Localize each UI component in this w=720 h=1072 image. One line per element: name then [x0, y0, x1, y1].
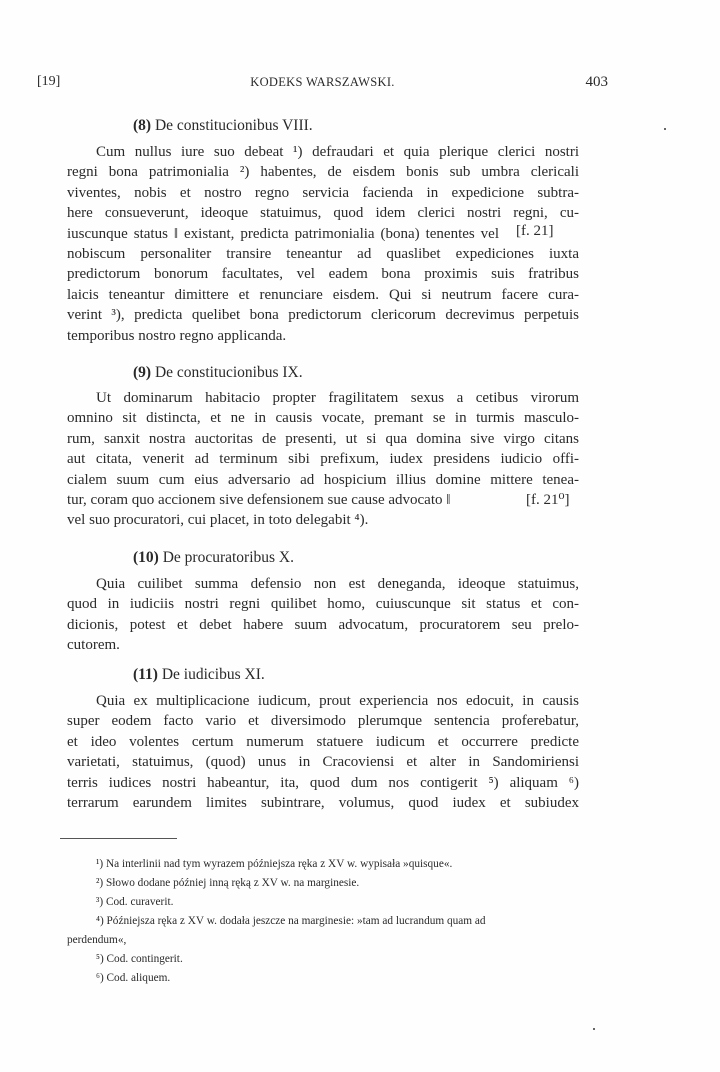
text-line: here consueverunt, ideoque statuimus, quod idem clerici nostri regni, cu- [67, 205, 579, 222]
section-title: De constitucionibus VIII. [154, 117, 313, 134]
folio-marginal-note: [f. 21⁰] [526, 492, 570, 508]
section-number: (11) [133, 666, 158, 683]
footnote: ³) Cod. curaverit. [96, 896, 174, 908]
footnote: ⁴) Późniejsza ręka z XV w. dodała jeszcze na marginesie: »tam ad lucrandum quam ad [96, 915, 486, 927]
footnote: ¹) Na interlinii nad tym wyrazem późniejsza ręka z XV w. wypisała »quisque«. [96, 858, 453, 870]
footnote: ²) Słowo dodane później inną ręką z XV w. na marginesie. [96, 877, 360, 889]
text-line: super eodem facto vario et diversimodo plerumque sentencia proferebatur, [67, 713, 579, 730]
text-line [67, 224, 579, 244]
footnotes [67, 855, 579, 988]
text-line-content: iuscunque status ‖ existant, predicta patrimonialia (bona) tenentes vel [67, 225, 499, 242]
text-line: cutorem. [67, 637, 120, 654]
section-body-8 [67, 142, 579, 346]
footnote-continuation: perdendum«, [67, 934, 127, 946]
section-heading-10 [133, 549, 294, 567]
text-line: quod in iudiciis nostri regni quilibet homo, cuiuscunque sit status et con- [67, 596, 579, 613]
section-number: (8) [133, 117, 152, 134]
section-body-9 [67, 388, 579, 531]
page-number: 403 [585, 74, 608, 90]
section-body-10 [67, 574, 579, 656]
section-title: De procuratoribus X. [162, 549, 294, 566]
chapter-marker: [19] [37, 74, 61, 89]
text-line: predictorum bonorum facultates, vel eadem bona proximis suis fratribus [67, 266, 579, 283]
section-title: De iudicibus XI. [161, 666, 265, 683]
section-body-11 [67, 691, 579, 813]
section-heading-9 [133, 364, 303, 382]
section-title: De constitucionibus IX. [154, 364, 303, 381]
section-heading-8 [133, 117, 313, 135]
running-header [37, 74, 608, 94]
folio-marginal-note: [f. 21] [516, 223, 554, 239]
text-line: terrarum earundem limites subintrare, volumus, quod iudex et subiudex [67, 795, 579, 812]
text-line: terris iudices nostri habeantur, ita, quod dum nos contigerit ⁵) aliquam ⁶) [67, 774, 579, 791]
speck [593, 1028, 595, 1030]
section-number: (9) [133, 364, 152, 381]
text-line: Ut dominarum habitacio propter fragilitatem sexus a cetibus virorum [96, 390, 579, 406]
text-line: rum, sanxit nostra auctoritas de presenti, ut si qua domina sive virgo citans [67, 430, 579, 447]
speck [664, 128, 666, 130]
text-line: laicis teneantur dimittere et renunciare eisdem. Qui si neutrum facere cura- [67, 286, 579, 303]
text-line: regni bona patrimonialia ²) habentes, de eisdem bonis sub umbra clericali [67, 164, 579, 181]
text-line: tur, coram quo accionem sive defensionem sue cause advocato ‖ [67, 492, 451, 509]
footnote: ⁶) Cod. aliquem. [96, 972, 171, 984]
text-line: viventes, nobis et nostro regno servicia facienda in expedicione subtra- [67, 184, 579, 201]
text-line: Cum nullus iure suo debeat ¹) defraudari et quia plerique clerici nostri [96, 144, 579, 160]
text-line: temporibus nostro regno applicanda. [67, 327, 287, 344]
running-title: KODEKS WARSZAWSKI. [250, 75, 395, 89]
section-number: (10) [133, 549, 159, 566]
text-line: et ideo volentes certum numerum statuere iudicum et occurrere predicte [67, 733, 579, 750]
text-line: varietati, statuimus, (quod) unus in Cracoviensi et alter in Sandomiriensi [67, 754, 579, 771]
text-line: dicionis, potest et debet habere suum advocatum, procuratorem seu prelo- [67, 616, 579, 633]
text-line: omnino sit distincta, et ne in causis vocate, premant se in turmis masculo- [67, 410, 579, 427]
text-line: verint ³), predicta quelibet bona predictorum clericorum decrevimus perpetuis [67, 307, 579, 324]
text-line: vel suo procuratori, cui placet, in toto delegabit ⁴). [67, 512, 369, 529]
text-line: Quia ex multiplicacione iudicum, prout experiencia nos edocuit, in causis [96, 693, 579, 709]
text-line: nobiscum personaliter transire teneantur ad quaslibet expediciones iuxta [67, 246, 579, 263]
text-line: aut citata, venerit ad terminum sibi prefixum, iudex presidens iudicio offi- [67, 451, 579, 468]
section-heading-11 [133, 666, 265, 684]
footnote: ⁵) Cod. contingerit. [96, 953, 183, 965]
footnote-separator [60, 838, 177, 839]
text-line: cialem suum cum eius adversario ad hospicium illius domine mittere tenea- [67, 471, 579, 488]
text-line: Quia cuilibet summa defensio non est deneganda, ideoque statuimus, [96, 576, 579, 592]
